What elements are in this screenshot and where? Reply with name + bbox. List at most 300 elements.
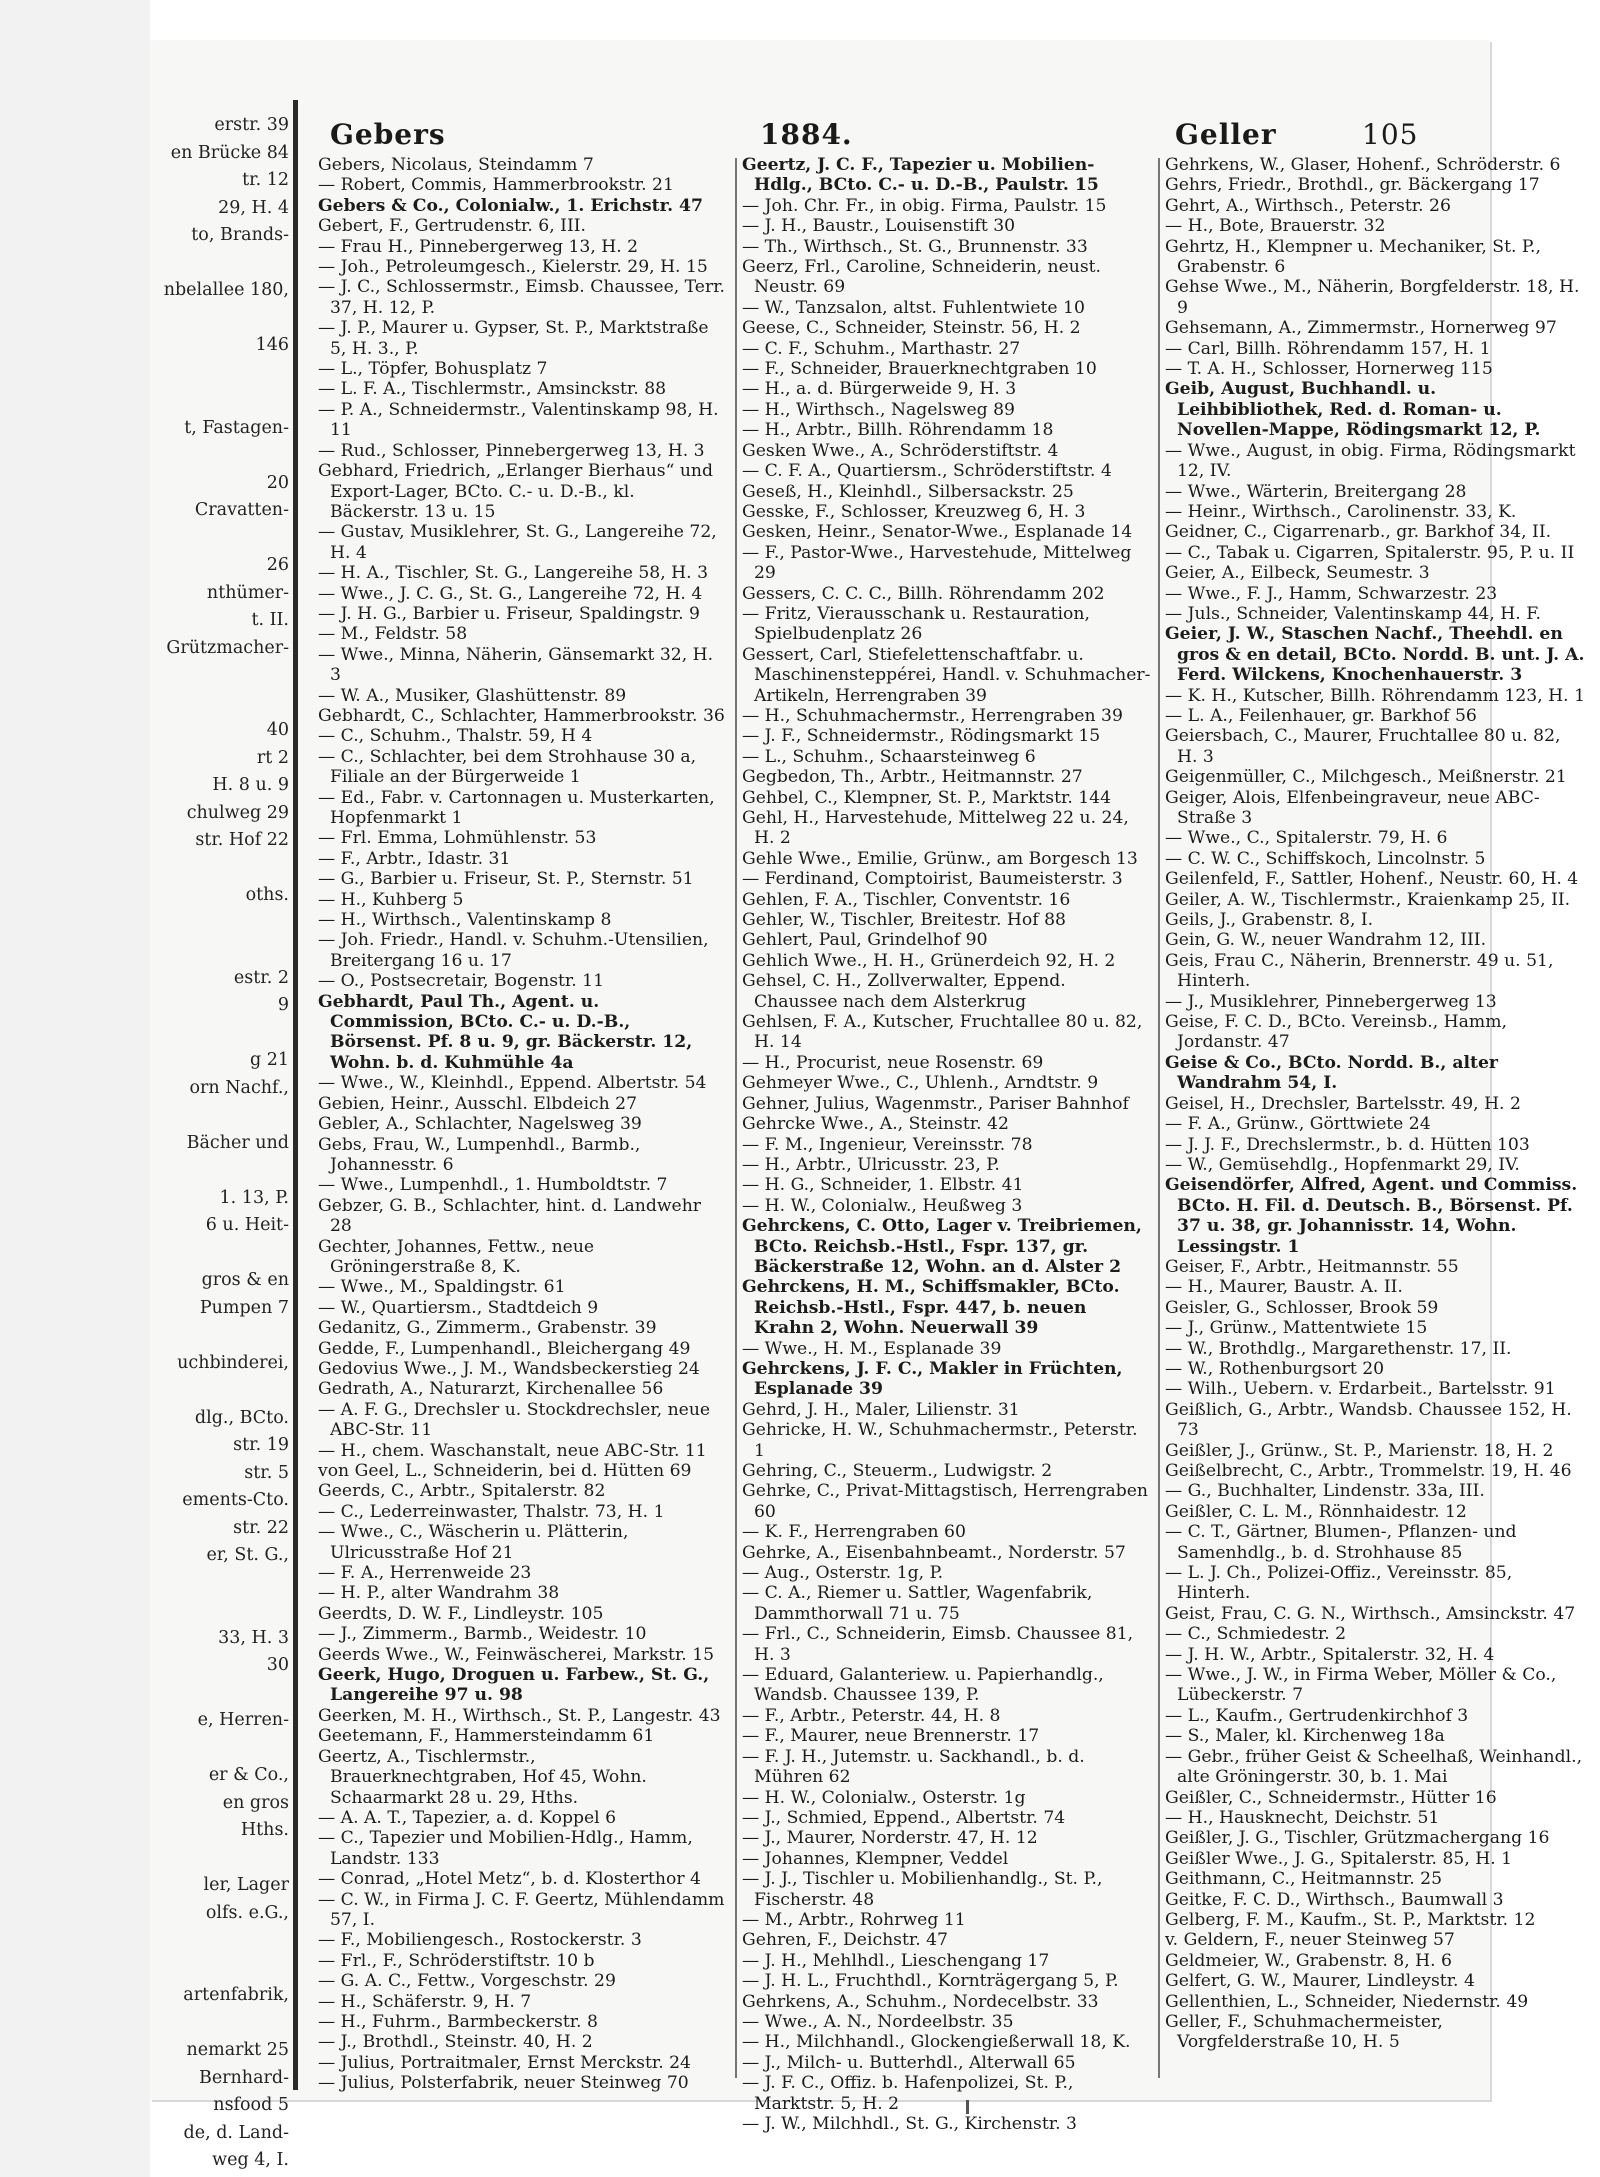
margin-fragment: gros & en xyxy=(201,1270,289,1290)
directory-entry: — C. W., in Firma J. C. F. Geertz, Mühlendamm 57, I. xyxy=(318,1889,725,1930)
directory-entry: Gehsel, C. H., Zollverwalter, Eppend. Chaussee nach dem Alsterkrug xyxy=(742,971,1066,1012)
directory-entry: Gedde, F., Lumpenhandl., Bleichergang 49 xyxy=(318,1338,691,1359)
directory-entry: — Wwe., Wärterin, Breitergang 28 xyxy=(1165,481,1467,502)
directory-entry: Gehmeyer Wwe., C., Uhlenh., Arndtstr. 9 xyxy=(742,1073,1099,1094)
directory-entry: Gehrckens, J. F. C., Makler in Früchten, Esplanade 39 xyxy=(742,1358,1123,1400)
directory-entry: Geier, A., Eilbeck, Seumestr. 3 xyxy=(1165,563,1430,584)
scan-background xyxy=(0,0,150,2177)
directory-entry: — C., Schlachter, bei dem Strohhause 30 a, Filiale an der Bürgerweide 1 xyxy=(318,746,697,788)
directory-entry: Gebien, Heinr., Ausschl. Elbdeich 27 xyxy=(318,1093,637,1114)
directory-entry: — Wwe., H. M., Esplanade 39 xyxy=(742,1338,1002,1359)
directory-entry: — W., Quartiersm., Stadtdeich 9 xyxy=(318,1297,599,1318)
directory-entry: Geerken, M. H., Wirthsch., St. P., Langestr. 43 xyxy=(318,1705,721,1726)
directory-entry: — C. A., Riemer u. Sattler, Wagenfabrik, Dammthorwall 71 u. 75 xyxy=(742,1583,1093,1624)
directory-entry: — C. F., Schuhm., Marthastr. 27 xyxy=(742,338,1021,359)
directory-entry: — F. A., Herrenweide 23 xyxy=(318,1563,532,1584)
directory-entry: — Frau H., Pinnebergerweg 13, H. 2 xyxy=(318,236,639,257)
directory-entry: — C., Schmiedestr. 2 xyxy=(1165,1624,1347,1645)
margin-fragment: Bernhard- xyxy=(198,2067,289,2088)
directory-entry: — Wwe., M., Spaldingstr. 61 xyxy=(318,1277,566,1298)
directory-entry: Gein, G. W., neuer Wandrahm 12, III. xyxy=(1165,930,1487,951)
margin-fragment: orn Nachf., xyxy=(189,1077,289,1098)
directory-entry: — C. T., Gärtner, Blumen-, Pflanzen- und Samenhdlg., b. d. Strohhause 85 xyxy=(1165,1522,1517,1563)
directory-entry: — Joh., Petroleumgesch., Kielerstr. 29, H. 15 xyxy=(318,257,708,278)
directory-entry: — H. G., Schneider, 1. Elbstr. 41 xyxy=(742,1175,1024,1196)
directory-entry: Geldmeier, W., Grabenstr. 8, H. 6 xyxy=(1165,1950,1452,1971)
margin-fragment xyxy=(150,1735,295,1763)
directory-entry: — Wwe., W., Kleinhdl., Eppend. Albertstr. 54 xyxy=(318,1073,707,1094)
directory-entry: — Carl, Billh. Röhrendamm 157, H. 1 xyxy=(1165,338,1491,359)
directory-entry: — H., Maurer, Baustr. A. II. xyxy=(1165,1277,1403,1298)
directory-entry: Gebers, Nicolaus, Steindamm 7 xyxy=(318,155,594,175)
directory-entry: Gehrcke Wwe., A., Steinstr. 42 xyxy=(742,1114,1009,1135)
directory-entry: Gehler, W., Tischler, Breitestr. Hof 88 xyxy=(742,910,1066,931)
directory-entry: — H., Wirthsch., Valentinskamp 8 xyxy=(318,910,612,931)
margin-fragment xyxy=(150,855,295,883)
directory-entry: Geitke, F. C. D., Wirthsch., Baumwall 3 xyxy=(1165,1889,1504,1910)
directory-entry: Gehrke, C., Privat-Mittagstisch, Herrengraben 60 xyxy=(742,1481,1148,1522)
margin-fragment: weg 4, I. xyxy=(212,2150,289,2170)
directory-entry: Geiser, F., Arbtr., Heitmannstr. 55 xyxy=(1165,1256,1459,1277)
directory-entry: — F., Arbtr., Idastr. 31 xyxy=(318,848,511,869)
margin-fragment: 33, H. 3 xyxy=(218,1627,289,1648)
directory-entry: — Gebr., früher Geist & Scheelhaß, Weinhandl., alte Gröningerstr. 30, b. 1. Mai xyxy=(1165,1746,1583,1788)
directory-entry: — Frl., F., Schröderstiftstr. 10 b xyxy=(318,1950,595,1971)
directory-entry: Geis, Frau C., Näherin, Brennerstr. 49 u. 51, Hinterh. xyxy=(1165,950,1554,992)
margin-fragment: er & Co., xyxy=(208,1765,289,1785)
directory-entry: — F., Maurer, neue Brennerstr. 17 xyxy=(742,1726,1040,1747)
directory-entry: — C., Tapezier und Mobilien-Hdlg., Hamm, Landstr. 133 xyxy=(318,1828,693,1869)
margin-fragment: artenfabrik, xyxy=(183,1985,289,2005)
margin-fragment: str. 5 xyxy=(244,1462,289,1483)
directory-entry: — H., Milchhandl., Glockengießerwall 18, K. xyxy=(742,2032,1131,2053)
directory-entry: — Rud., Schlosser, Pinnebergerweg 13, H. 3 xyxy=(318,440,705,461)
directory-entry: Gehring, C., Steuerm., Ludwigstr. 2 xyxy=(742,1461,1053,1481)
directory-entry: Geseß, H., Kleinhdl., Silbersackstr. 25 xyxy=(742,481,1074,502)
margin-fragment: g 21 xyxy=(249,1050,289,1070)
directory-entry: Gehrckens, H. M., Schiffsmakler, BCto. Reichsb.-Hstl., Fspr. 447, b. neuen Krahn 2, Wohn. Neuerwall 39 xyxy=(742,1277,1120,1339)
directory-entry: — Fritz, Vierausschank u. Restauration, Spielbudenplatz 26 xyxy=(742,603,1090,645)
margin-fragment xyxy=(150,1955,295,1983)
directory-entry: Geißler, C. L. M., Rönnhaidestr. 12 xyxy=(1165,1501,1467,1522)
margin-fragment: rt 2 xyxy=(256,747,289,768)
directory-entry: Gelfert, G. W., Maurer, Lindleystr. 4 xyxy=(1165,1971,1475,1992)
margin-fragment: 26 xyxy=(266,555,289,575)
directory-entry: Gebert, F., Gertrudenstr. 6, III. xyxy=(318,216,586,237)
margin-fragment: en Brücke 84 xyxy=(170,142,289,163)
directory-entry: Geise, F. C. D., BCto. Vereinsb., Hamm, Jordanstr. 47 xyxy=(1165,1012,1507,1053)
directory-entry: — H., Hausknecht, Deichstr. 51 xyxy=(1165,1807,1440,1828)
directory-entry: — H., a. d. Bürgerweide 9, H. 3 xyxy=(742,379,1017,400)
directory-entry: — Wwe., C., Spitalerstr. 79, H. 6 xyxy=(1165,828,1448,849)
margin-fragment xyxy=(150,387,295,415)
directory-entry: — F. A., Grünw., Görttwiete 24 xyxy=(1165,1114,1431,1135)
directory-entry: — Joh. Friedr., Handl. v. Schuhm.-Utensilien, Breitergang 16 u. 17 xyxy=(318,930,709,971)
directory-entry: — Eduard, Galanteriew. u. Papierhandlg., Wandsb. Chaussee 139, P. xyxy=(742,1665,1104,1706)
directory-entry: — J., Milch- u. Butterhdl., Alterwall 65 xyxy=(742,2052,1076,2073)
directory-entry: — J., Grünw., Mattentwiete 15 xyxy=(1165,1318,1428,1339)
directory-entry: Geise & Co., BCto. Nordd. B., alter Wandrahm 54, I. xyxy=(1165,1052,1498,1094)
directory-entry: — J., Schmied, Eppend., Albertstr. 74 xyxy=(742,1807,1066,1828)
margin-fragment xyxy=(150,525,295,553)
directory-entry: Gebhardt, C., Schlachter, Hammerbrookstr. 36 xyxy=(318,705,725,726)
directory-entry: Geißler, J. G., Tischler, Grützmachergang 16 xyxy=(1165,1828,1550,1849)
directory-entry: — Wwe., Minna, Näherin, Gänsemarkt 32, H. 3 xyxy=(318,644,714,686)
directory-entry: Gehlert, Paul, Grindelhof 90 xyxy=(742,930,988,951)
running-head-year: 1884. xyxy=(760,118,853,151)
directory-entry: — L., Töpfer, Bohusplatz 7 xyxy=(318,359,548,380)
margin-fragment: estr. 2 xyxy=(233,967,289,988)
directory-entry: — J. H. G., Barbier u. Friseur, Spaldingstr. 9 xyxy=(318,603,700,624)
directory-entry: — H., Bote, Brauerstr. 32 xyxy=(1165,216,1386,237)
margin-fragment: 20 xyxy=(266,472,289,493)
margin-fragment: oths. xyxy=(245,885,289,905)
directory-entry: Geerdts, D. W. F., Lindleystr. 105 xyxy=(318,1603,604,1624)
margin-fragment xyxy=(150,1102,295,1130)
directory-entry: — L., Schuhm., Schaarsteinweg 6 xyxy=(742,746,1036,767)
directory-entry: — F. J. H., Jutemstr. u. Sackhandl., b. d. Mühren 62 xyxy=(742,1746,1085,1788)
directory-entry: Gesske, F., Schlosser, Kreuzweg 6, H. 3 xyxy=(742,501,1086,522)
directory-entry: — J. H., Baustr., Louisenstift 30 xyxy=(742,216,1016,237)
directory-entry: — W., Brothdlg., Margarethenstr. 17, II. xyxy=(1165,1338,1512,1359)
directory-entry: — F., Pastor-Wwe., Harvestehude, Mittelweg 29 xyxy=(742,542,1132,584)
directory-entry: — G., Barbier u. Friseur, St. P., Sternstr. 51 xyxy=(318,869,694,890)
margin-fragment xyxy=(150,1020,295,1048)
directory-entry: — S., Maler, kl. Kirchenweg 18a xyxy=(1165,1726,1445,1747)
margin-fragment: str. Hof 22 xyxy=(195,830,289,850)
directory-entry: Geisendörfer, Alfred, Agent. und Commiss. BCto. H. Fil. d. Deutsch. B., Börsenst. Pf. 37 u. 38, gr. Johannisstr. 14, Wohn. Lessingstr. 1 xyxy=(1165,1175,1578,1257)
directory-entry: Geils, J., Grabenstr. 8, I. xyxy=(1165,910,1374,931)
directory-entry: von Geel, L., Schneiderin, bei d. Hütten 69 xyxy=(318,1461,692,1481)
margin-fragment xyxy=(150,1680,295,1708)
margin-fragment xyxy=(150,1845,295,1873)
margin-fragment: 9 xyxy=(277,995,289,1015)
running-head-left: Gebers xyxy=(330,118,446,151)
margin-fragment xyxy=(150,1927,295,1955)
directory-page xyxy=(150,40,1586,2170)
directory-entry: Gehlsen, F. A., Kutscher, Fruchtallee 80 u. 82, H. 14 xyxy=(742,1012,1143,1053)
directory-entry: — Wwe., J. W., in Firma Weber, Möller & Co., Lübeckerstr. 7 xyxy=(1165,1665,1557,1706)
column-rule xyxy=(1158,158,1160,2078)
directory-entry: Geertz, A., Tischlermstr., Brauerknechtgraben, Hof 45, Wohn. Schaarmarkt 28 u. 29, Hths. xyxy=(318,1746,647,1808)
directory-entry: Geißlich, G., Arbtr., Wandsb. Chaussee 152, H. 73 xyxy=(1165,1399,1572,1441)
column-rule xyxy=(735,158,737,2078)
margin-fragment: de, d. Land- xyxy=(183,2122,289,2143)
directory-entry: Geerz, Frl., Caroline, Schneiderin, neust. Neustr. 69 xyxy=(742,257,1102,298)
directory-entry: Gehren, F., Deichstr. 47 xyxy=(742,1930,948,1951)
directory-entry: Gehse Wwe., M., Näherin, Borgfelderstr. 18, H. 9 xyxy=(1165,277,1580,318)
directory-entry: — L. F. A., Tischlermstr., Amsinckstr. 88 xyxy=(318,379,667,400)
directory-entry: Gebzer, G. B., Schlachter, hint. d. Landwehr 28 xyxy=(318,1195,701,1237)
directory-entry: — P. A., Schneidermstr., Valentinskamp 98, H. 11 xyxy=(318,399,719,441)
directory-entry: — Frl. Emma, Lohmühlenstr. 53 xyxy=(318,828,597,849)
directory-entry: — J., Maurer, Norderstr. 47, H. 12 xyxy=(742,1828,1038,1849)
page-number: 105 xyxy=(1362,118,1419,151)
margin-fragment: ler, Lager xyxy=(203,1875,289,1895)
margin-fragment xyxy=(150,1597,295,1625)
directory-entry: Geerds Wwe., W., Feinwäscherei, Markstr. 15 xyxy=(318,1644,715,1665)
directory-entry: — Johannes, Klempner, Veddel xyxy=(742,1848,1009,1869)
directory-entry: — M., Feldstr. 58 xyxy=(318,624,468,645)
directory-column-1 xyxy=(318,155,728,2094)
directory-entry: — H., Arbtr., Billh. Röhrendamm 18 xyxy=(742,420,1054,441)
directory-entry: — Wwe., J. C. G., St. G., Langereihe 72, H. 4 xyxy=(318,583,703,604)
directory-entry: — Julius, Portraitmaler, Ernst Merckstr. 24 xyxy=(318,2052,691,2073)
directory-entry: Geier, J. W., Staschen Nachf., Theehdl. en gros & en detail, BCto. Nordd. B. unt. J. A. Ferd. Wilckens, Knochenhauerstr. 3 xyxy=(1165,624,1585,686)
directory-entry: Gesken Wwe., A., Schröderstiftstr. 4 xyxy=(742,440,1059,461)
directory-entry: — Ed., Fabr. v. Cartonnagen u. Musterkarten, Hopfenmarkt 1 xyxy=(318,787,715,828)
directory-entry: Gehsemann, A., Zimmermstr., Hornerweg 97 xyxy=(1165,318,1557,339)
directory-entry: — J. F. C., Offiz. b. Hafenpolizei, St. P., Marktstr. 5, H. 2 xyxy=(742,2073,1074,2114)
margin-fragment: str. 19 xyxy=(233,1435,289,1455)
directory-entry: Gehle Wwe., Emilie, Grünw., am Borgesch 13 xyxy=(742,848,1138,869)
margin-fragment xyxy=(150,2010,295,2038)
directory-entry: — Wwe., C., Wäscherin u. Plätterin, Ulricusstraße Hof 21 xyxy=(318,1522,629,1563)
margin-fragment: dlg., BCto. xyxy=(194,1407,289,1428)
margin-fragment xyxy=(150,1570,295,1598)
directory-column-2 xyxy=(742,155,1152,2134)
margin-fragment: Cravatten- xyxy=(194,500,289,520)
directory-entry: — J., Zimmerm., Barmb., Weidestr. 10 xyxy=(318,1624,647,1645)
directory-entry: — Julius, Polsterfabrik, neuer Steinweg 70 xyxy=(318,2073,689,2094)
margin-fragment: 6 u. Heit- xyxy=(205,1215,289,1235)
directory-entry: Gedanitz, G., Zimmerm., Grabenstr. 39 xyxy=(318,1318,657,1339)
directory-entry: — Joh. Chr. Fr., in obig. Firma, Paulstr. 15 xyxy=(742,195,1107,216)
margin-fragment xyxy=(150,910,295,938)
margin-fragment: 146 xyxy=(255,335,289,355)
margin-fragment: chulweg 29 xyxy=(186,802,289,823)
directory-entry: Gehrkens, W., Glaser, Hohenf., Schröderstr. 6 xyxy=(1165,155,1561,175)
directory-entry: — F., Schneider, Brauerknechtgraben 10 xyxy=(742,359,1097,380)
directory-entry: — Heinr., Wirthsch., Carolinenstr. 33, K. xyxy=(1165,501,1517,522)
directory-entry: — G., Buchhalter, Lindenstr. 33a, III. xyxy=(1165,1481,1485,1502)
directory-entry: Gellenthien, L., Schneider, Niedernstr. 49 xyxy=(1165,1991,1529,2012)
directory-entry: Geertz, J. C. F., Tapezier u. Mobilien-Hdlg., BCto. C.- u. D.-B., Paulstr. 15 xyxy=(742,155,1099,196)
directory-entry: — Ferdinand, Comptoirist, Baumeisterstr. 3 xyxy=(742,869,1123,890)
directory-entry: — Wilh., Uebern. v. Erdarbeit., Bartelsstr. 91 xyxy=(1165,1379,1556,1400)
scan-mark xyxy=(966,2100,969,2114)
directory-entry: — J. H. W., Arbtr., Spitalerstr. 32, H. 4 xyxy=(1165,1644,1495,1665)
directory-entry: Gehrtz, H., Klempner u. Mechaniker, St. P., Grabenstr. 6 xyxy=(1165,236,1541,278)
directory-entry: — Wwe., A. N., Nordeelbstr. 35 xyxy=(742,2011,1014,2032)
directory-entry: — W., Tanzsalon, altst. Fuhlentwiete 10 xyxy=(742,297,1085,318)
margin-fragment xyxy=(150,442,295,470)
directory-entry: — H., Schuhmachermstr., Herrengraben 39 xyxy=(742,705,1123,726)
directory-entry: — C., Lederreinwaster, Thalstr. 73, H. 1 xyxy=(318,1501,665,1522)
directory-entry: — Wwe., F. J., Hamm, Schwarzestr. 23 xyxy=(1165,583,1498,604)
directory-entry: Gelberg, F. M., Kaufm., St. P., Marktstr. 12 xyxy=(1165,1909,1536,1930)
directory-entry: — J., Musiklehrer, Pinnebergerweg 13 xyxy=(1165,991,1497,1012)
directory-entry: — W. A., Musiker, Glashüttenstr. 89 xyxy=(318,685,627,706)
directory-entry: Gehner, Julius, Wagenmstr., Pariser Bahnhof xyxy=(742,1093,1129,1114)
directory-entry: — J. W., Milchhdl., St. G., Kirchenstr. 3 xyxy=(742,2114,1077,2134)
directory-entry: — Juls., Schneider, Valentinskamp 44, H. F. xyxy=(1165,603,1541,624)
directory-entry: — Th., Wirthsch., St. G., Brunnenstr. 33 xyxy=(742,236,1088,257)
directory-entry: Gebers & Co., Colonialw., 1. Erichstr. 47 xyxy=(318,195,703,216)
directory-entry: — Frl., C., Schneiderin, Eimsb. Chaussee 81, H. 3 xyxy=(742,1624,1134,1665)
margin-fragment: tr. 12 xyxy=(242,170,289,190)
margin-fragment: erstr. 39 xyxy=(214,115,289,135)
directory-entry: Gehrs, Friedr., Brothdl., gr. Bäckergang 17 xyxy=(1165,175,1540,196)
directory-entry: Geetemann, F., Hammersteindamm 61 xyxy=(318,1726,655,1747)
directory-entry: Geiger, Alois, Elfenbeingraveur, neue ABC-Straße 3 xyxy=(1165,787,1540,828)
directory-entry: Gehricke, H. W., Schuhmachermstr., Peterstr. 1 xyxy=(742,1420,1138,1461)
directory-entry: — H., Fuhrm., Barmbeckerstr. 8 xyxy=(318,2011,598,2032)
directory-entry: Gehrt, A., Wirthsch., Peterstr. 26 xyxy=(1165,195,1451,216)
directory-entry: — C., Schuhm., Thalstr. 59, H 4 xyxy=(318,726,593,747)
margin-fragment: 29, H. 4 xyxy=(218,197,289,218)
directory-entry: — H., Kuhberg 5 xyxy=(318,889,464,910)
running-head-right: Geller xyxy=(1175,118,1277,151)
directory-entry: Gebs, Frau, W., Lumpenhdl., Barmb., Johannesstr. 6 xyxy=(318,1134,641,1175)
margin-fragment: 30 xyxy=(266,1655,289,1675)
directory-entry: Geißler, C., Schneidermstr., Hütter 16 xyxy=(1165,1787,1497,1808)
directory-entry: Gessers, C. C. C., Billh. Röhrendamm 202 xyxy=(742,583,1105,604)
directory-entry: Geigenmüller, C., Milchgesch., Meißnerstr. 21 xyxy=(1165,767,1567,788)
directory-entry: — H. W., Colonialw., Osterstr. 1g xyxy=(742,1787,1026,1808)
directory-entry: Gessert, Carl, Stiefelettenschaftfabr. u. Maschinensteppérei, Handl. v. Schuhmacher-Artikeln, Herrengraben 39 xyxy=(742,644,1151,706)
margin-fragment xyxy=(150,1240,295,1268)
directory-entry: — Wwe., Lumpenhdl., 1. Humboldtstr. 7 xyxy=(318,1175,668,1196)
directory-entry: — J. J. F., Drechslermstr., b. d. Hütten 103 xyxy=(1165,1134,1530,1155)
directory-entry: Geidner, C., Cigarrenarb., gr. Barkhof 34, II. xyxy=(1165,522,1552,543)
margin-fragment xyxy=(150,662,295,690)
directory-entry: Gehrd, J. H., Maler, Lilienstr. 31 xyxy=(742,1399,1020,1420)
margin-fragment: er, St. G., xyxy=(206,1545,289,1565)
directory-entry: Gegbedon, Th., Arbtr., Heitmannstr. 27 xyxy=(742,767,1083,788)
margin-fragment xyxy=(150,250,295,278)
directory-entry: — H. P., alter Wandrahm 38 xyxy=(318,1583,560,1604)
directory-entry: — H., Schäferstr. 9, H. 7 xyxy=(318,1991,532,2012)
margin-fragment: 1. 13, P. xyxy=(219,1187,289,1208)
margin-fragment: t. II. xyxy=(251,610,289,630)
margin-fragment xyxy=(150,305,295,333)
directory-entry: — H., Procurist, neue Rosenstr. 69 xyxy=(742,1052,1044,1073)
directory-entry: — J., Brothdl., Steinstr. 40, H. 2 xyxy=(318,2032,593,2053)
directory-entry: Geib, August, Buchhandl. u. Leihbibliothek, Red. d. Roman- u. Novellen-Mappe, Rödingsmarkt 12, P. xyxy=(1165,379,1541,441)
margin-fragment: to, Brands- xyxy=(191,225,289,245)
directory-entry: Gehbel, C., Klempner, St. P., Marktstr. 144 xyxy=(742,787,1112,808)
directory-entry: Geese, C., Schneider, Steinstr. 56, H. 2 xyxy=(742,318,1081,339)
directory-entry: Geerk, Hugo, Droguen u. Farbew., St. G., Langereihe 97 u. 98 xyxy=(318,1665,710,1706)
directory-entry: Geist, Frau, C. G. N., Wirthsch., Amsinckstr. 47 xyxy=(1165,1603,1576,1624)
directory-entry: — F., Mobiliengesch., Rostockerstr. 3 xyxy=(318,1930,642,1951)
margin-fragment xyxy=(150,1322,295,1350)
directory-entry: Gebhard, Friedrich, „Erlanger Bierhaus“ und Export-Lager, BCto. C.- u. D.-B., kl. Bäckerstr. 13 u. 15 xyxy=(318,461,713,522)
margin-fragment: Bächer und xyxy=(186,1132,289,1153)
directory-entry: Geilenfeld, F., Sattler, Hohenf., Neustr. 60, H. 4 xyxy=(1165,869,1579,890)
directory-entry: Gedrath, A., Naturarzt, Kirchenallee 56 xyxy=(318,1379,664,1400)
margin-fragment: nemarkt 25 xyxy=(186,2040,289,2060)
margin-fragment: Pumpen 7 xyxy=(199,1297,289,1318)
directory-entry: — W., Rothenburgsort 20 xyxy=(1165,1358,1385,1379)
directory-entry: Geerds, C., Arbtr., Spitalerstr. 82 xyxy=(318,1481,606,1502)
directory-entry: Gehl, H., Harvestehude, Mittelweg 22 u. 24, H. 2 xyxy=(742,808,1129,849)
margin-fragment: nthümer- xyxy=(206,582,289,603)
directory-entry: — H., Wirthsch., Nagelsweg 89 xyxy=(742,399,1015,420)
directory-entry: — J. P., Maurer u. Gypser, St. P., Marktstraße 5, H. 3., P. xyxy=(318,318,709,359)
margin-fragment: H. 8 u. 9 xyxy=(212,775,289,795)
directory-entry: Geißler, J., Grünw., St. P., Marienstr. 18, H. 2 xyxy=(1165,1440,1554,1461)
margin-fragment xyxy=(150,1377,295,1405)
directory-entry: — F. M., Ingenieur, Vereinsstr. 78 xyxy=(742,1134,1033,1155)
directory-entry: — L. A., Feilenhauer, gr. Barkhof 56 xyxy=(1165,705,1477,726)
directory-entry: — F., Arbtr., Peterstr. 44, H. 8 xyxy=(742,1705,1001,1726)
directory-entry: — H., Arbtr., Ulricusstr. 23, P. xyxy=(742,1154,1000,1175)
directory-entry: — G. A. C., Fettw., Vorgeschstr. 29 xyxy=(318,1971,616,1992)
directory-entry: Geisler, G., Schlosser, Brook 59 xyxy=(1165,1297,1439,1318)
margin-fragment xyxy=(150,690,295,718)
directory-entry: — Wwe., August, in obig. Firma, Rödingsmarkt 12, IV. xyxy=(1165,440,1576,482)
directory-entry: — T. A. H., Schlosser, Hornerweg 115 xyxy=(1165,359,1493,380)
directory-entry: Geithmann, C., Heitmannstr. 25 xyxy=(1165,1869,1443,1890)
directory-entry: — C. W. C., Schiffskoch, Lincolnstr. 5 xyxy=(1165,848,1486,869)
margin-fragment: nbelallee 180, xyxy=(163,280,289,300)
book-spine xyxy=(293,100,298,2090)
directory-entry: — W., Gemüsehdlg., Hopfenmarkt 29, IV. xyxy=(1165,1154,1520,1175)
margin-fragment xyxy=(150,360,295,388)
directory-entry: Geiler, A. W., Tischlermstr., Kraienkamp 25, II. xyxy=(1165,889,1571,910)
directory-entry: — Gustav, Musiklehrer, St. G., Langereihe 72, H. 4 xyxy=(318,522,717,563)
margin-fragment: nsfood 5 xyxy=(213,2095,289,2115)
directory-entry: — J. C., Schlossermstr., Eimsb. Chaussee, Terr. 37, H. 12, P. xyxy=(318,277,725,318)
directory-entry: Gesken, Heinr., Senator-Wwe., Esplanade 14 xyxy=(742,522,1133,543)
directory-entry: — C. F. A., Quartiersm., Schröderstiftstr. 4 xyxy=(742,461,1112,482)
margin-fragment: Hths. xyxy=(240,1820,289,1840)
directory-entry: Gebhardt, Paul Th., Agent. u. Commission, BCto. C.- u. D.-B., Börsenst. Pf. 8 u. 9, gr. Bäckerstr. 12, Wohn. b. d. Kuhmühle 4a xyxy=(318,991,693,1073)
directory-entry: Gehrkens, A., Schuhm., Nordecelbstr. 33 xyxy=(742,1991,1099,2012)
margin-fragment: 40 xyxy=(266,720,289,740)
margin-fragment: ements-Cto. xyxy=(182,1490,289,1510)
directory-column-3 xyxy=(1165,155,1585,2085)
directory-entry: Geißelbrecht, C., Arbtr., Trommelstr. 19, H. 46 xyxy=(1165,1461,1572,1481)
directory-entry: Gebler, A., Schlachter, Nagelsweg 39 xyxy=(318,1114,642,1135)
directory-entry: Gechter, Johannes, Fettw., neue Gröningerstraße 8, K. xyxy=(318,1236,595,1277)
margin-fragment: e, Herren- xyxy=(197,1710,289,1730)
margin-fragment: uchbinderei, xyxy=(177,1352,289,1373)
directory-entry: Geißler Wwe., J. G., Spitalerstr. 85, H. 1 xyxy=(1165,1848,1513,1869)
margin-fragment: Grützmacher- xyxy=(166,637,289,658)
directory-entry: Geiersbach, C., Maurer, Fruchtallee 80 u. 82, H. 3 xyxy=(1165,726,1561,767)
directory-entry: Gehlen, F. A., Tischler, Conventstr. 16 xyxy=(742,889,1071,910)
margin-fragment: str. 22 xyxy=(233,1517,289,1538)
directory-entry: — A. A. T., Tapezier, a. d. Koppel 6 xyxy=(318,1807,617,1828)
directory-entry: Gehlich Wwe., H. H., Grünerdeich 92, H. 2 xyxy=(742,950,1116,971)
directory-entry: — H. A., Tischler, St. G., Langereihe 58, H. 3 xyxy=(318,563,709,584)
directory-entry: — K. F., Herrengraben 60 xyxy=(742,1522,966,1543)
directory-entry: — Robert, Commis, Hammerbrookstr. 21 xyxy=(318,175,674,196)
margin-fragment xyxy=(150,937,295,965)
directory-entry: — M., Arbtr., Rohrweg 11 xyxy=(742,1909,966,1930)
directory-entry: Gehrke, A., Eisenbahnbeamt., Norderstr. 57 xyxy=(742,1542,1126,1563)
directory-entry: Geisel, H., Drechsler, Bartelsstr. 49, H. 2 xyxy=(1165,1093,1521,1114)
directory-entry: — O., Postsecretair, Bogenstr. 11 xyxy=(318,971,605,992)
directory-entry: Geller, F., Schuhmachermeister, Vorgfelderstraße 10, H. 5 xyxy=(1165,2011,1443,2053)
margin-fragment xyxy=(150,1157,295,1185)
margin-fragment: olfs. e.G., xyxy=(205,1902,289,1923)
previous-page-fragment xyxy=(150,112,295,2170)
directory-entry: — L., Kaufm., Gertrudenkirchhof 3 xyxy=(1165,1705,1469,1726)
directory-entry: — A. F. G., Drechsler u. Stockdrechsler, neue ABC-Str. 11 xyxy=(318,1399,711,1441)
directory-entry: — J. H., Mehlhdl., Lieschengang 17 xyxy=(742,1950,1050,1971)
directory-entry: — Conrad, „Hotel Metz“, b. d. Klosterthor 4 xyxy=(318,1869,701,1890)
directory-entry: — H. W., Colonialw., Heußweg 3 xyxy=(742,1195,1023,1216)
margin-fragment: en gros xyxy=(222,1792,289,1813)
directory-entry: — K. H., Kutscher, Billh. Röhrendamm 123, H. 1 xyxy=(1165,685,1586,706)
directory-entry: — J. H. L., Fruchthdl., Kornträgergang 5, P. xyxy=(742,1971,1119,1992)
directory-entry: — H., chem. Waschanstalt, neue ABC-Str. 11 xyxy=(318,1440,707,1461)
directory-entry: — J. F., Schneidermstr., Rödingsmarkt 15 xyxy=(742,726,1101,747)
